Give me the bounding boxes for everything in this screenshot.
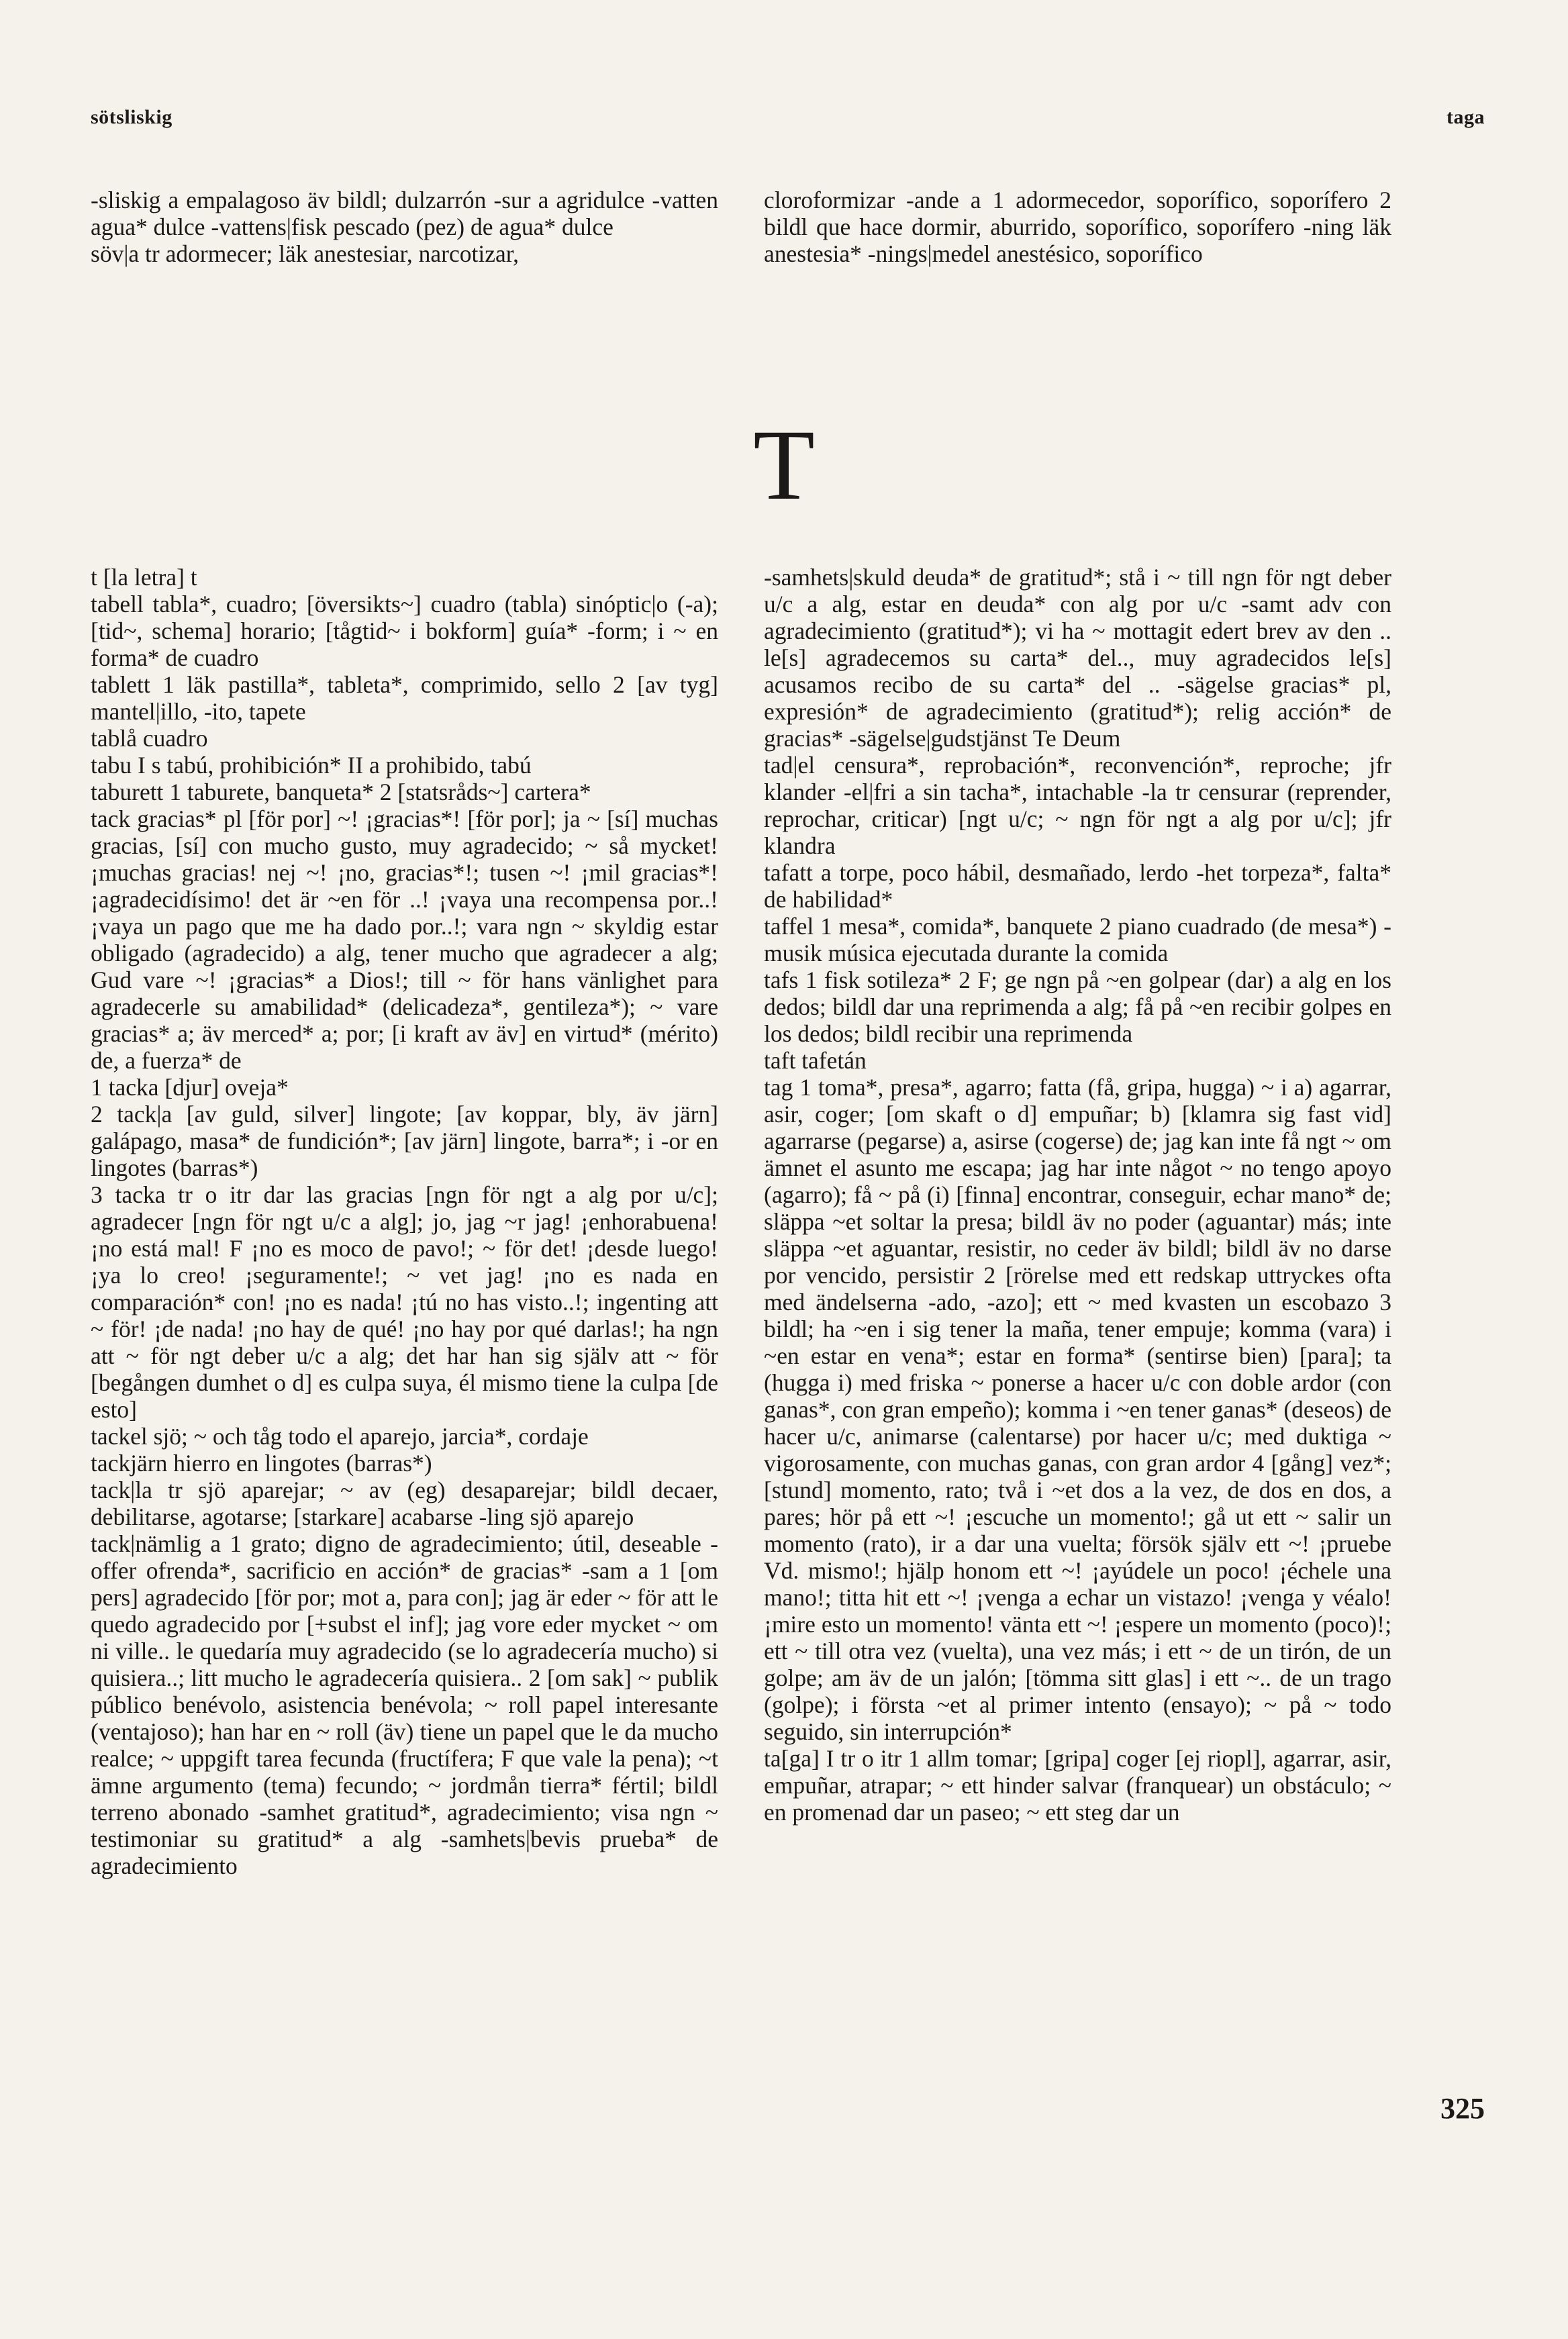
entry: tack|nämlig a 1 grato; digno de agradecimiento; útil, deseable -offer ofrenda*, sacrificio en acción* de gracias* -sam a 1 [om pers] agradecido [för por; mot a, para con]; jag är eder ~ för att le quedo agradecido por [+subst el inf]; jag vore eder mycket ~ om ni ville.. le quedaría muy agradecido (se lo agradecería mucho) si quisiera..; litt mucho le agradecería quisiera.. 2 [om sak] ~ publik público benévolo, asistencia benévola; ~ roll papel interesante (ventajoso); han har en ~ roll (äv) tiene un papel que le da mucho realce; ~ uppgift tarea fecunda (fructífera; F que vale la pena); ~t ämne argumento (tema) fecundo; ~ jordmån tierra* fértil; bildl terreno abonado -samhet gratitud*, agradecimiento; visa ngn ~ testimoniar su gratitud* a alg -samhets|bevis prueba* de agradecimiento xyxy=(91,1530,718,1879)
entry: tabu I s tabú, prohibición* II a prohibido, tabú xyxy=(91,752,532,779)
entry: taffel 1 mesa*, comida*, banquete 2 piano cuadrado (de mesa*) -musik música ejecutada durante la comida xyxy=(764,913,1391,966)
entry: tackel sjö; ~ och tåg todo el aparejo, jarcia*, cordaje xyxy=(91,1423,589,1450)
entry: tafatt a torpe, poco hábil, desmañado, lerdo -het torpeza*, falta* de habilidad* xyxy=(764,859,1391,913)
running-head-right: taga xyxy=(1447,106,1485,128)
top-right-column xyxy=(764,187,1391,267)
entry: tad|el censura*, reprobación*, reconvención*, reproche; jfr klander -el|fri a sin tacha*, intachable -la tr censurar (reprender, reprochar, criticar) [ngt u/c; ~ ngn för ngt a alg por u/c]; jfr klandra xyxy=(764,752,1391,859)
entry: -sliskig a empalagoso äv bildl; dulzarrón -sur a agridulce -vatten agua* dulce -vattens|fisk pescado (pez) de agua* dulce xyxy=(91,187,718,240)
entry: söv|a tr adormecer; läk anestesiar, narcotizar, xyxy=(91,240,520,267)
entry: 2 tack|a [av guld, silver] lingote; [av koppar, bly, äv järn] galápago, masa* de fundición*; [av järn] lingote, barra*; i -or en lingotes (barras*) xyxy=(91,1101,718,1181)
entry: cloroformizar -ande a 1 adormecedor, soporífico, soporífero 2 bildl que hace dormir, aburrido, soporífico, soporífero -ning läk anestesia* -nings|medel anestésico, soporífico xyxy=(764,187,1391,267)
entry: taft tafetán xyxy=(764,1047,867,1074)
entry: tablett 1 läk pastilla*, tableta*, comprimido, sello 2 [av tyg] mantel|illo, -ito, tapete xyxy=(91,671,718,725)
entry: 1 tacka [djur] oveja* xyxy=(91,1074,289,1101)
entry: 3 tacka tr o itr dar las gracias [ngn för ngt a alg por u/c]; agradecer [ngn för ngt u/c a alg]; jo, jag ~r jag! ¡enhorabuena! ¡no está mal! F ¡no es moco de pavo!; ~ för det! ¡desde luego! ¡ya lo creo! ¡seguramente!; ~ vet jag! ¡no es nada en comparación* con! ¡no es nada! ¡tú no has visto..!; ingenting att ~ för! ¡de nada! ¡no hay de qué! ¡no hay por qué darlas!; ha ngn att ~ för ngt deber u/c a alg; det har han sig själv att ~ för [begången dumhet o d] es culpa suya, él mismo tiene la culpa [de esto] xyxy=(91,1181,718,1423)
entry: tabell tabla*, cuadro; [översikts~] cuadro (tabla) sinóptic|o (-a); [tid~, schema] horario; [tågtid~ i bokform] guía* -form; i ~ en forma* de cuadro xyxy=(91,591,718,671)
entry: ta[ga] I tr o itr 1 allm tomar; [gripa] coger [ej riopl], agarrar, asir, empuñar, atrapar; ~ ett hinder salvar (franquear) un obstáculo; ~ en promenad dar un paseo; ~ ett steg dar un xyxy=(764,1745,1391,1826)
entry: -samhets|skuld deuda* de gratitud*; stå i ~ till ngn för ngt deber u/c a alg, estar en deuda* con alg por u/c -samt adv con agradecimiento (gratitud*); vi ha ~ mottagit edert brev av den .. le[s] agradecemos su carta* del.., muy agradecidos le[s] acusamos recibo de su carta* del .. -sägelse gracias* pl, expresión* de agradecimiento (gratitud*); relig acción* de gracias* -sägelse|gudstjänst Te Deum xyxy=(764,564,1391,752)
entry: tafs 1 fisk sotileza* 2 F; ge ngn på ~en golpear (dar) a alg en los dedos; bildl dar una reprimenda a alg; få på ~en recibir golpes en los dedos; bildl recibir una reprimenda xyxy=(764,966,1391,1047)
entry: taburett 1 taburete, banqueta* 2 [statsråds~] cartera* xyxy=(91,779,591,805)
left-column xyxy=(91,564,718,1879)
entry: tag 1 toma*, presa*, agarro; fatta (få, gripa, hugga) ~ i a) agarrar, asir, coger; [om skaft o d] empuñar; b) [klamra sig fast vid] agarrarse (pegarse) a, asirse (cogerse) de; jag kan inte få ngt ~ om ämnet el asunto me escapa; jag har inte något ~ no tengo apoyo (agarro); få ~ på (i) [finna] encontrar, conseguir, echar mano* de; släppa ~et soltar la presa; bildl äv no poder (aguantar) más; inte släppa ~et aguantar, resistir, no ceder äv bildl; bildl äv no darse por vencido, persistir 2 [rörelse med ett redskap uttryckes ofta med ändelserna -ado, -azo]; ett ~ med kvasten un escobazo 3 bildl; ha ~en i sig tener la maña, tener empuje; komma (vara) i ~en estar en vena*; estar en forma* (sentirse bien) [para]; ta (hugga i) med friska ~ ponerse a hacer u/c con doble ardor (con ganas*, con gran empeño); komma i ~en tener ganas* (deseos) de hacer u/c, animarse (calentarse) por hacer u/c; med duktiga ~ vigorosamente, con muchas ganas, con gran ardor 4 [gång] vez*; [stund] momento, rato; två i ~et dos a la vez, de dos en dos, a pares; hör på ett ~! ¡escuche un momento!; gå ut ett ~ salir un momento (rato), ir a dar una vuelta; försök själv ett ~! ¡pruebe Vd. mismo!; hjälp honom ett ~! ¡ayúdele un poco! ¡échele una mano!; titta hit ett ~! ¡venga a echar un vistazo! ¡venga y véalo! ¡mire esto un momento! vänta ett ~! ¡espere un momento (poco)!; ett ~ till otra vez (vuelta), una vez más; i ett ~ de un tirón, de un golpe; am äv de un jalón; [tömma sitt glas] i ett ~.. de un trago (golpe); i första ~et al primer intento (ensayo); ~ på ~ todo seguido, sin interrupción* xyxy=(764,1074,1391,1745)
running-head-left: sötsliskig xyxy=(91,106,173,128)
right-column xyxy=(764,564,1391,1826)
entry: tablå cuadro xyxy=(91,725,208,752)
top-left-column xyxy=(91,187,718,267)
page-number: 325 xyxy=(1440,2092,1485,2125)
section-letter: T xyxy=(753,409,815,521)
entry: tack gracias* pl [för por] ~! ¡gracias*! [för por]; ja ~ [sí] muchas gracias, [sí] con mucho gusto, muy agradecido; ~ så mycket! ¡muchas gracias! nej ~! ¡no, gracias*!; tusen ~! ¡mil gracias*! ¡agradecidísimo! det är ~en för ..! ¡vaya una recompensa por..! ¡vaya un pago que me ha dado por..!; vara ngn ~ skyldig estar obligado (agradecido) a alg, tener mucho que agradecer a alg; Gud vare ~! ¡gracias* a Dios!; till ~ för hans vänlighet para agradecerle su amabilidad* (delicadeza*, gentileza*); ~ vare gracias* a; äv merced* a; por; [i kraft av äv] en virtud* (mérito) de, a fuerza* de xyxy=(91,805,718,1074)
entry: tackjärn hierro en lingotes (barras*) xyxy=(91,1450,432,1477)
entry: t [la letra] t xyxy=(91,564,197,591)
entry: tack|la tr sjö aparejar; ~ av (eg) desaparejar; bildl decaer, debilitarse, agotarse; [starkare] acabarse -ling sjö aparejo xyxy=(91,1477,718,1530)
